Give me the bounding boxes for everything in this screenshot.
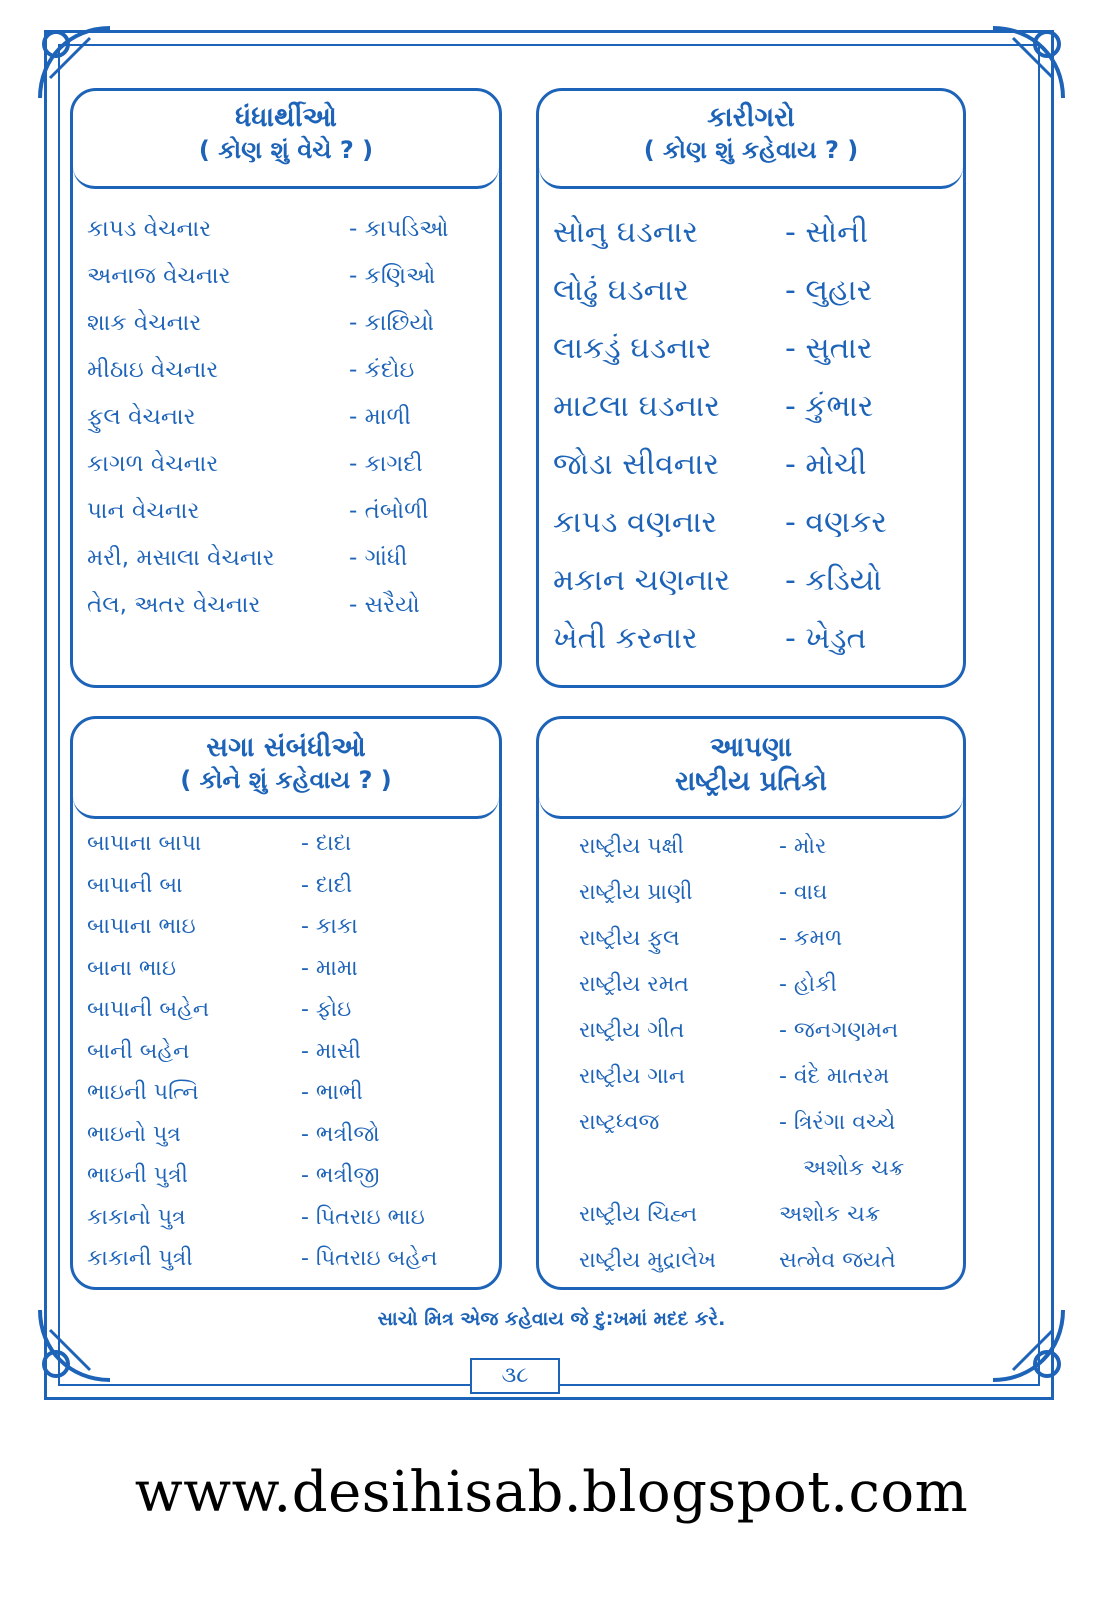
item-value: - તંબોળી [349, 497, 429, 524]
item-value: - ભત્રીજો [301, 1121, 380, 1147]
list-item [87, 487, 485, 534]
item-label: બાપાની બા [87, 872, 183, 898]
item-label: કાપડ વેચનાર [87, 215, 212, 242]
list-item [553, 377, 949, 435]
list-item [553, 261, 949, 319]
list-item [553, 493, 949, 551]
item-label: ભાઇનો પુત્ર [87, 1121, 181, 1147]
item-label: બાપાના બાપા [87, 831, 202, 857]
item-label: રાષ્ટ્રીય ગીત [579, 1017, 685, 1043]
item-value: - ગાંધી [349, 544, 408, 571]
national-symbols-subtitle: રાષ્ટ્રીય પ્રતિકો [674, 765, 828, 797]
item-value: - હોકી [779, 971, 837, 997]
item-label: કાકાનો પુત્ર [87, 1204, 186, 1230]
sellers-title: ધંધાર્થીઓ [235, 102, 337, 133]
sellers-list [73, 189, 499, 628]
item-label: રાષ્ટ્રીય પક્ષી [579, 833, 684, 859]
list-item [87, 440, 485, 487]
item-value: - કડિયો [785, 562, 882, 598]
item-label: ફુલ વેચનાર [87, 403, 196, 430]
item-label: રાષ્ટ્રીય પ્રાણી [579, 879, 693, 905]
item-value: - દાદા [301, 831, 352, 857]
artisans-title: કારીગરો [707, 102, 795, 133]
sellers-card [70, 88, 502, 688]
item-label: શાક વેચનાર [87, 309, 202, 336]
item-value: - કાછિયો [349, 309, 435, 336]
item-label: બાપાના ભાઇ [87, 914, 196, 940]
relatives-card [70, 716, 502, 1290]
list-item [87, 534, 485, 581]
list-item [579, 823, 949, 869]
item-value: - દાદી [301, 872, 353, 898]
item-value: - ફોઇ [301, 997, 352, 1023]
item-value: - માળી [349, 403, 412, 430]
national-symbols-title: આપણા [709, 732, 793, 763]
list-item [87, 1197, 485, 1239]
item-label: મરી, મસાલા વેચનાર [87, 544, 275, 571]
national-symbols-list [539, 819, 963, 1283]
item-value: - કાકા [301, 914, 358, 940]
item-label: બાના ભાઇ [87, 955, 176, 981]
list-item [579, 1237, 949, 1283]
list-item [553, 609, 949, 667]
item-label: લાકડું ઘડનાર [553, 330, 712, 366]
relatives-header [73, 719, 499, 819]
item-value: - મોચી [785, 446, 867, 482]
list-item [553, 435, 949, 493]
item-value: - ભાભી [301, 1080, 363, 1106]
list-item [553, 203, 949, 261]
list-item [579, 961, 949, 1007]
item-label: રાષ્ટ્રીય મુદ્રાલેખ [579, 1247, 716, 1273]
item-value: અશોક ચક્ર [779, 1201, 881, 1227]
item-label: રાષ્ટ્રીય રમત [579, 971, 689, 997]
item-label: કાકાની પુત્રી [87, 1246, 193, 1272]
relatives-title: સગા સંબંધીઓ [206, 732, 366, 763]
item-value: - લુહાર [785, 272, 873, 308]
list-item [87, 252, 485, 299]
item-value: - પિતરાઇ ભાઇ [301, 1204, 425, 1230]
item-value: - કાગદી [349, 450, 423, 477]
item-value: - વણકર [785, 504, 887, 540]
item-value: - વંદે માતરમ [779, 1063, 890, 1089]
list-item [87, 823, 485, 865]
list-item [579, 1191, 949, 1237]
item-value: - ત્રિરંગા વચ્ચે [779, 1109, 896, 1135]
list-item [87, 865, 485, 907]
item-value: - સોની [785, 214, 869, 250]
item-label: ખેતી કરનાર [553, 620, 698, 656]
list-item [87, 205, 485, 252]
list-item [553, 551, 949, 609]
list-item [579, 915, 949, 961]
item-value: - જનગણમન [779, 1017, 899, 1043]
artisans-subtitle: ( કોણ શું કહેવાય ? ) [643, 135, 859, 164]
list-item [553, 319, 949, 377]
list-item [87, 1114, 485, 1156]
artisans-card [536, 88, 966, 688]
item-value: - મોર [779, 833, 827, 859]
list-item [87, 906, 485, 948]
item-label: માટલા ઘડનાર [553, 388, 720, 424]
item-value: - માસી [301, 1038, 361, 1064]
item-value: - કંદોઇ [349, 356, 415, 383]
item-label: મકાન ચણનાર [553, 562, 730, 598]
item-value: - ખેડુત [785, 620, 867, 656]
item-label: રાષ્ટ્રીય ફુલ [579, 925, 680, 951]
corner-ornament-top-right [983, 18, 1073, 108]
item-label: બાની બહેન [87, 1038, 190, 1064]
item-value: સત્મેવ જયતે [779, 1247, 896, 1273]
list-item [87, 989, 485, 1031]
item-value: - સરૈયો [349, 591, 420, 618]
item-value: - કાપડિઓ [349, 215, 449, 242]
item-label: ભાઇની પત્નિ [87, 1080, 199, 1106]
list-item [579, 1053, 949, 1099]
website-watermark: www.desihisab.blogspot.com [134, 1460, 969, 1525]
list-item [87, 1155, 485, 1197]
list-item [87, 581, 485, 628]
footer-quote: સાચો મિત્ર એજ કહેવાય જે દુ:ખમાં મદદ કરે. [377, 1308, 726, 1330]
item-value: - પિતરાઇ બહેન [301, 1246, 438, 1272]
item-value: - કુંભાર [785, 388, 874, 424]
item-label: કાગળ વેચનાર [87, 450, 219, 477]
item-value: - સુતાર [785, 330, 873, 366]
item-value: - કણિઓ [349, 262, 436, 289]
item-value: - ભત્રીજી [301, 1163, 380, 1189]
item-value: - વાઘ [779, 879, 828, 905]
list-item [87, 393, 485, 440]
list-item [87, 1238, 485, 1280]
relatives-list [73, 819, 499, 1280]
item-label: રાષ્ટ્રધ્વજ [579, 1109, 660, 1135]
item-value: અશોક ચક્ર [803, 1155, 905, 1181]
item-label: અનાજ વેચનાર [87, 262, 231, 289]
item-label: ભાઇની પુત્રી [87, 1163, 188, 1189]
national-symbols-header [539, 719, 963, 819]
item-label: જોડા સીવનાર [553, 446, 720, 482]
relatives-subtitle: ( કોને શું કહેવાય ? ) [180, 765, 392, 794]
item-value: - કમળ [779, 925, 843, 951]
list-item [87, 948, 485, 990]
item-label: પાન વેચનાર [87, 497, 200, 524]
list-item [87, 299, 485, 346]
item-label: મીઠાઇ વેચનાર [87, 356, 219, 383]
sellers-subtitle: ( કોણ શું વેચે ? ) [198, 135, 374, 164]
item-label: લોઢું ઘડનાર [553, 272, 689, 308]
artisans-list [539, 189, 963, 667]
list-item [579, 1099, 949, 1145]
artisans-header [539, 91, 963, 189]
item-label: કાપડ વણનાર [553, 504, 718, 540]
list-item [579, 1007, 949, 1053]
list-item [87, 346, 485, 393]
list-item [579, 1145, 949, 1191]
item-label: રાષ્ટ્રીય ગાન [579, 1063, 686, 1089]
list-item [87, 1031, 485, 1073]
item-label: તેલ, અતર વેચનાર [87, 591, 261, 618]
sellers-header [73, 91, 499, 189]
list-item [579, 869, 949, 915]
national-symbols-card [536, 716, 966, 1290]
item-label: રાષ્ટ્રીય ચિહ્ન [579, 1201, 698, 1227]
item-value: - મામા [301, 955, 358, 981]
page-number: ૩૮ [470, 1358, 560, 1394]
item-label: સોનુ ઘડનાર [553, 214, 698, 250]
list-item [87, 1072, 485, 1114]
item-label: બાપાની બહેન [87, 997, 210, 1023]
